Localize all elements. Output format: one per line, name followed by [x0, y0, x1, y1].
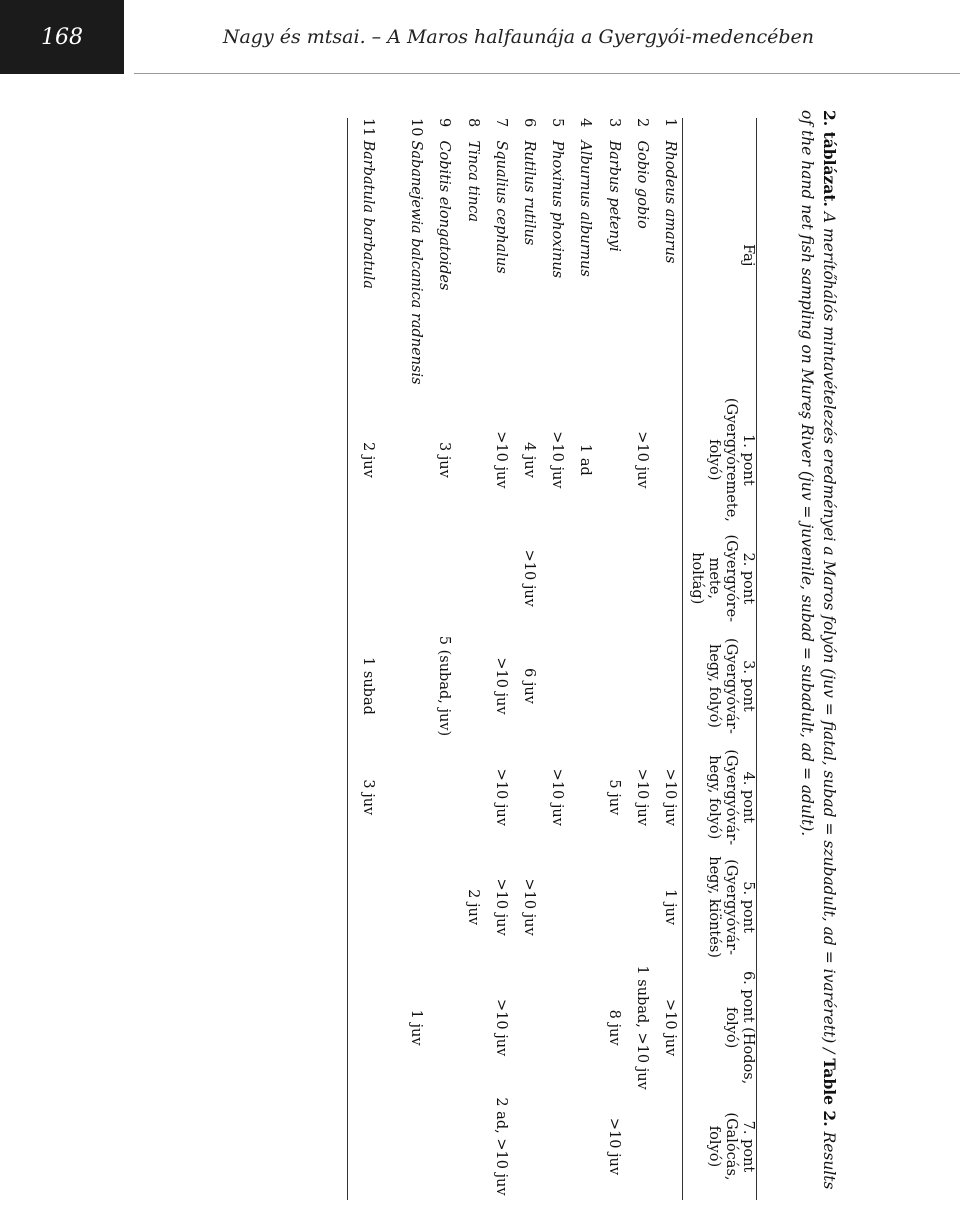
table-cell: 3 juv: [360, 779, 377, 816]
table-cell: >10 juv: [492, 431, 509, 489]
table-cell: [593, 852, 621, 962]
table-cell: 1 juv: [408, 1009, 425, 1046]
table-cell: [509, 743, 537, 852]
table-cell: [376, 743, 424, 852]
table-cell: 1 ad: [577, 444, 594, 476]
table-cell: [593, 629, 621, 742]
table-row: [537, 118, 565, 1200]
species-name: Gobio gobio: [633, 140, 650, 229]
species-name: Rutilus rutilus: [521, 140, 538, 246]
table-cell: 3 juv: [436, 441, 453, 478]
table-cell: [565, 629, 593, 742]
table-cell: [424, 527, 452, 629]
row-number: 3: [605, 118, 622, 128]
table-cell: [537, 527, 565, 629]
table-cell: [453, 962, 481, 1093]
species-name: Cobitis elongatoides: [436, 140, 453, 291]
table-cell: [424, 743, 452, 852]
table-cell: >10 juv: [492, 878, 509, 936]
table-body: [348, 118, 683, 1200]
table-cell: [622, 852, 650, 962]
species-name: Rhodeus amarus: [662, 140, 678, 264]
column-header: 5. pont (Gyergyóvár-hegy, kiöntés): [683, 852, 757, 962]
row-number: 5: [549, 118, 566, 128]
row-number: 4: [577, 118, 594, 128]
table-cell: [424, 852, 452, 962]
table-cell: [481, 527, 509, 629]
table-row: [376, 118, 424, 1200]
table-row: [622, 118, 650, 1200]
table-cell: [650, 527, 683, 629]
table-cell: [424, 962, 452, 1093]
table-cell: [424, 1093, 452, 1200]
running-title-text: Nagy és mtsai. – A Maros halfaunája a Gyergyói-medencében: [222, 25, 814, 48]
table-cell: 8 juv: [605, 1009, 622, 1046]
table-cell: [348, 962, 377, 1093]
table-cell: [537, 852, 565, 962]
table-cell: >10 juv: [492, 998, 509, 1057]
table-cell: [348, 852, 377, 962]
table-cell: [376, 852, 424, 962]
species-column-header: Faj: [683, 118, 757, 392]
table-cell: [593, 527, 621, 629]
table-cell: [537, 962, 565, 1093]
table-cell: [565, 743, 593, 852]
species-name: Alburnus alburnus: [577, 140, 594, 277]
row-number: 1: [662, 118, 678, 128]
table-cell: >10 juv: [492, 657, 509, 715]
row-number: 7: [492, 118, 509, 128]
table-cell: 1 subad, >10 juv: [633, 965, 650, 1090]
table-cell: [565, 962, 593, 1093]
table-cell: [376, 392, 424, 527]
table-cell: [565, 852, 593, 962]
table-cell: [565, 527, 593, 629]
table-cell: >10 juv: [633, 768, 650, 826]
column-header: 4. pont (Gyergyóvár-hegy, folyó): [683, 743, 757, 852]
rotated-table-block: [120, 110, 840, 1200]
row-number: 6: [521, 118, 538, 128]
caption-label: 2. táblázat.: [820, 110, 839, 207]
table-cell: 5 juv: [605, 779, 622, 816]
table-row: [481, 118, 509, 1200]
table-cell: [453, 743, 481, 852]
species-name: Barbatula barbatula: [360, 140, 377, 289]
caption-en-text: Results of the hand net fish sampling on Mureş River (juv = juvenile, subad = subadult, ad = adult).: [798, 110, 838, 1190]
table-cell: [565, 1093, 593, 1200]
fish-sampling-table: [347, 118, 757, 1200]
table-row: [348, 118, 377, 1200]
caption-en-label: Table 2.: [820, 1058, 839, 1127]
table-cell: >10 juv: [521, 878, 538, 936]
table-cell: [453, 392, 481, 527]
table-row: [565, 118, 593, 1200]
table-cell: 6 juv: [521, 668, 538, 704]
table-cell: 5 (subad, juv): [436, 635, 453, 737]
table-cell: 4 juv: [521, 441, 538, 478]
species-name: Barbus petenyi: [605, 140, 622, 252]
page-number: 168: [0, 0, 124, 74]
table-row: [424, 118, 452, 1200]
table-cell: 2 juv: [464, 889, 481, 926]
table-cell: [537, 1093, 565, 1200]
table-cell: [622, 629, 650, 742]
table-cell: [622, 527, 650, 629]
column-header: 6. pont (Hodos, folyó): [683, 962, 757, 1093]
table-cell: [348, 527, 377, 629]
running-title: [134, 0, 960, 74]
table-cell: [650, 1093, 683, 1200]
table-cell: >10 juv: [662, 998, 678, 1057]
table-cell: 2 ad, >10 juv: [492, 1097, 509, 1196]
species-name: Tinca tinca: [464, 140, 481, 223]
species-name: Sabanejewia balcanica radnensis: [408, 140, 425, 385]
table-cell: [376, 527, 424, 629]
table-cell: >10 juv: [549, 768, 566, 826]
table-cell: [376, 1093, 424, 1200]
table-cell: 1 juv: [662, 889, 678, 926]
column-header: 2. pont (Gyergyóre-mete, holtág): [683, 527, 757, 629]
table-cell: >10 juv: [492, 768, 509, 826]
table-cell: [537, 629, 565, 742]
table-cell: [650, 392, 683, 527]
row-number: 11: [360, 118, 377, 137]
species-name: Squalius cephalus: [492, 140, 509, 274]
table-cell: [453, 629, 481, 742]
table-cell: 1 subad: [360, 657, 377, 715]
table-row: [650, 118, 683, 1200]
row-number: 8: [464, 118, 481, 128]
table-cell: >10 juv: [662, 768, 678, 826]
table-cell: >10 juv: [633, 431, 650, 489]
table-cell: [622, 1093, 650, 1200]
table-cell: [650, 629, 683, 742]
table-cell: [509, 1093, 537, 1200]
table-row: [453, 118, 481, 1200]
table-cell: [453, 1093, 481, 1200]
table-cell: [348, 1093, 377, 1200]
table-row: [593, 118, 621, 1200]
column-header: 3. pont (Gyergyóvár-hegy, folyó): [683, 629, 757, 742]
table-cell: [593, 392, 621, 527]
species-name: Phoxinus phoxinus: [549, 140, 566, 279]
column-header: 7. pont (Galócás, folyó): [683, 1093, 757, 1200]
row-number: 10: [408, 118, 425, 137]
table-cell: [453, 527, 481, 629]
column-header: 1. pont (Gyergyóremete, folyó): [683, 392, 757, 527]
table-row: [509, 118, 537, 1200]
table-cell: >10 juv: [605, 1117, 622, 1176]
table-cell: 2 juv: [360, 441, 377, 478]
row-number: 9: [436, 118, 453, 128]
table-cell: >10 juv: [521, 549, 538, 607]
table-cell: [509, 962, 537, 1093]
table-cell: >10 juv: [549, 431, 566, 489]
table-cell: [376, 629, 424, 742]
row-number: 2: [633, 118, 650, 128]
table-header-row: [683, 118, 757, 1200]
caption-hu-text: A merítőhálós mintavételezés eredményei a Maros folyón (juv = fiatal, subad = szubadult, ad = ivarérett) /: [820, 211, 838, 1054]
table-caption: [796, 110, 840, 1200]
